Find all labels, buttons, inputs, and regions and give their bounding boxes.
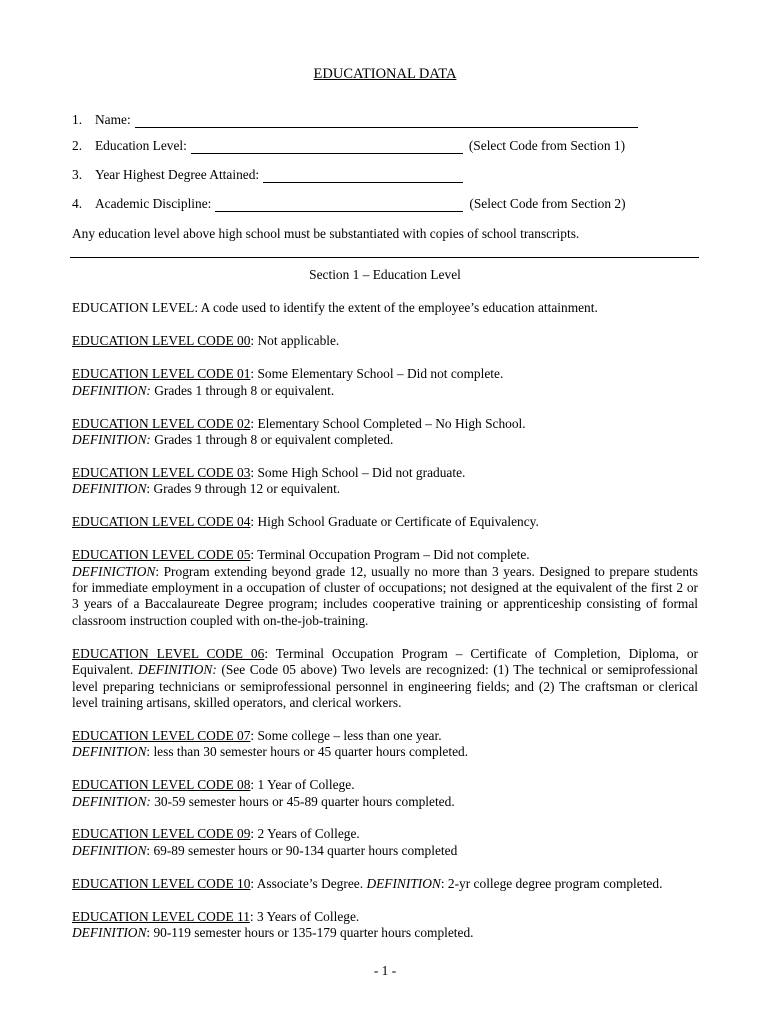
code-label: EDUCATION LEVEL CODE 08 [72,777,251,793]
page-number: - 1 - [373,963,397,978]
field-hint: (Select Code from Section 2) [469,196,626,211]
code-label: EDUCATION LEVEL CODE 05 [72,547,251,563]
code-entry-04 [72,514,698,530]
definition-text: : Grades 9 through 12 or equivalent. [146,481,341,497]
field-number: 1. [72,112,83,127]
code-entry-09 [72,826,698,859]
academic-discipline-input-line[interactable] [215,198,463,212]
code-entry-01 [72,366,698,399]
code-entry-11 [72,909,698,942]
code-entry-10 [72,876,698,892]
definition-label: DEFINITION [72,842,147,858]
definition-label: DEFINITION: [72,793,151,809]
transcript-note: Any education level above high school must be substantiated with copies of school transcripts. [72,226,580,241]
field-label: Name: [95,112,131,127]
code-description: : Not applicable. [250,333,340,349]
code-description: : Some college – less than one year. [250,727,442,743]
code-description: : 2 Years of College. [250,826,360,842]
definition-text: : 2-yr college degree program completed. [440,875,663,891]
code-description: : Terminal Occupation Program – Certificate of Completion, Diploma, or Equivalent. [72,645,698,678]
definition-text: Grades 1 through 8 or equivalent completed. [150,432,394,448]
definition-label: DEFINITION [72,744,147,760]
code-label: EDUCATION LEVEL CODE 10 [72,875,251,891]
code-description: : Some High School – Did not graduate. [250,464,466,480]
definition-text: : Program extending beyond grade 12, usually no more than 3 years. Designed to prepare students for immediate employment in a occupation of cluster of occupations; not designed at the equivalent of the first 2 or 3 years of a Baccalaureate Degree program; includes cooperative training or apprenticeship consisting of formal classroom instruction coupled with on-the-job-training. [72,563,698,628]
divider [70,257,699,258]
section-heading: Section 1 – Education Level [309,267,461,282]
code-description: : Elementary School Completed – No High School. [250,415,526,431]
code-entry-03 [72,465,698,498]
definition-text: Grades 1 through 8 or equivalent. [150,382,335,398]
definition-text: : 90-119 semester hours or 135-179 quarter hours completed. [146,925,474,941]
field-hint: (Select Code from Section 1) [468,138,626,153]
name-field [72,112,638,128]
code-entry-05 [72,547,698,629]
code-entry-00 [72,333,698,349]
definition-label: DEFINITION: [137,662,217,678]
code-description: : Terminal Occupation Program – Did not complete. [250,547,530,563]
code-entry-07 [72,728,698,761]
code-label: EDUCATION LEVEL CODE 03 [72,464,251,480]
code-entry-06 [72,646,698,712]
name-input-line[interactable] [135,114,638,128]
code-label: EDUCATION LEVEL CODE 09 [72,826,251,842]
code-description: : 1 Year of College. [250,777,355,793]
field-label: Year Highest Degree Attained: [95,167,260,182]
field-number: 2. [72,138,83,153]
intro-text: EDUCATION LEVEL: A code used to identify the extent of the employee’s education attainment. [72,300,598,315]
page-title: EDUCATIONAL DATA [313,66,457,82]
field-number: 3. [72,167,83,182]
code-description: : High School Graduate or Certificate of Equivalency. [250,514,539,530]
field-label: Education Level: [95,138,187,153]
education-level-field [72,138,625,154]
definition-text: (See Code 05 above) Two levels are recognized: (1) The technical or semiprofessional level preparing technicians or semiprofessional personnel in engineering fields; and (2) The craftsman or clerical level training artisans, skilled operators, and clerical workers. [72,662,698,710]
code-label: EDUCATION LEVEL CODE 00 [72,333,251,349]
code-entry-02 [72,416,698,449]
code-entry-08 [72,777,698,810]
definition-label: DEFINITION: [72,382,151,398]
code-label: EDUCATION LEVEL CODE 01 [72,366,251,382]
field-number: 4. [72,196,83,211]
year-degree-input-line[interactable] [263,169,463,183]
academic-discipline-field [72,196,626,212]
definition-label: DEFINITION [366,875,441,891]
code-label: EDUCATION LEVEL CODE 02 [72,415,251,431]
definition-text: : 69-89 semester hours or 90-134 quarter hours completed [146,842,458,858]
definition-label: DEFINITION: [72,432,151,448]
code-label: EDUCATION LEVEL CODE 06 [72,645,265,661]
field-label: Academic Discipline: [95,196,212,211]
code-label: EDUCATION LEVEL CODE 11 [72,908,250,924]
definition-text: 30-59 semester hours or 45-89 quarter hours completed. [150,793,455,809]
code-label: EDUCATION LEVEL CODE 07 [72,727,251,743]
year-degree-field [72,167,463,183]
definition-text: : less than 30 semester hours or 45 quarter hours completed. [146,744,469,760]
definition-label: DEFINITION [72,481,147,497]
definition-label: DEFINICTION [72,563,156,579]
code-label: EDUCATION LEVEL CODE 04 [72,514,251,530]
education-level-input-line[interactable] [191,140,463,154]
code-description: : Associate’s Degree. [250,875,367,891]
definition-label: DEFINITION [72,925,147,941]
code-description: : 3 Years of College. [249,908,360,924]
code-description: : Some Elementary School – Did not complete. [250,366,504,382]
education-level-list [72,300,698,958]
